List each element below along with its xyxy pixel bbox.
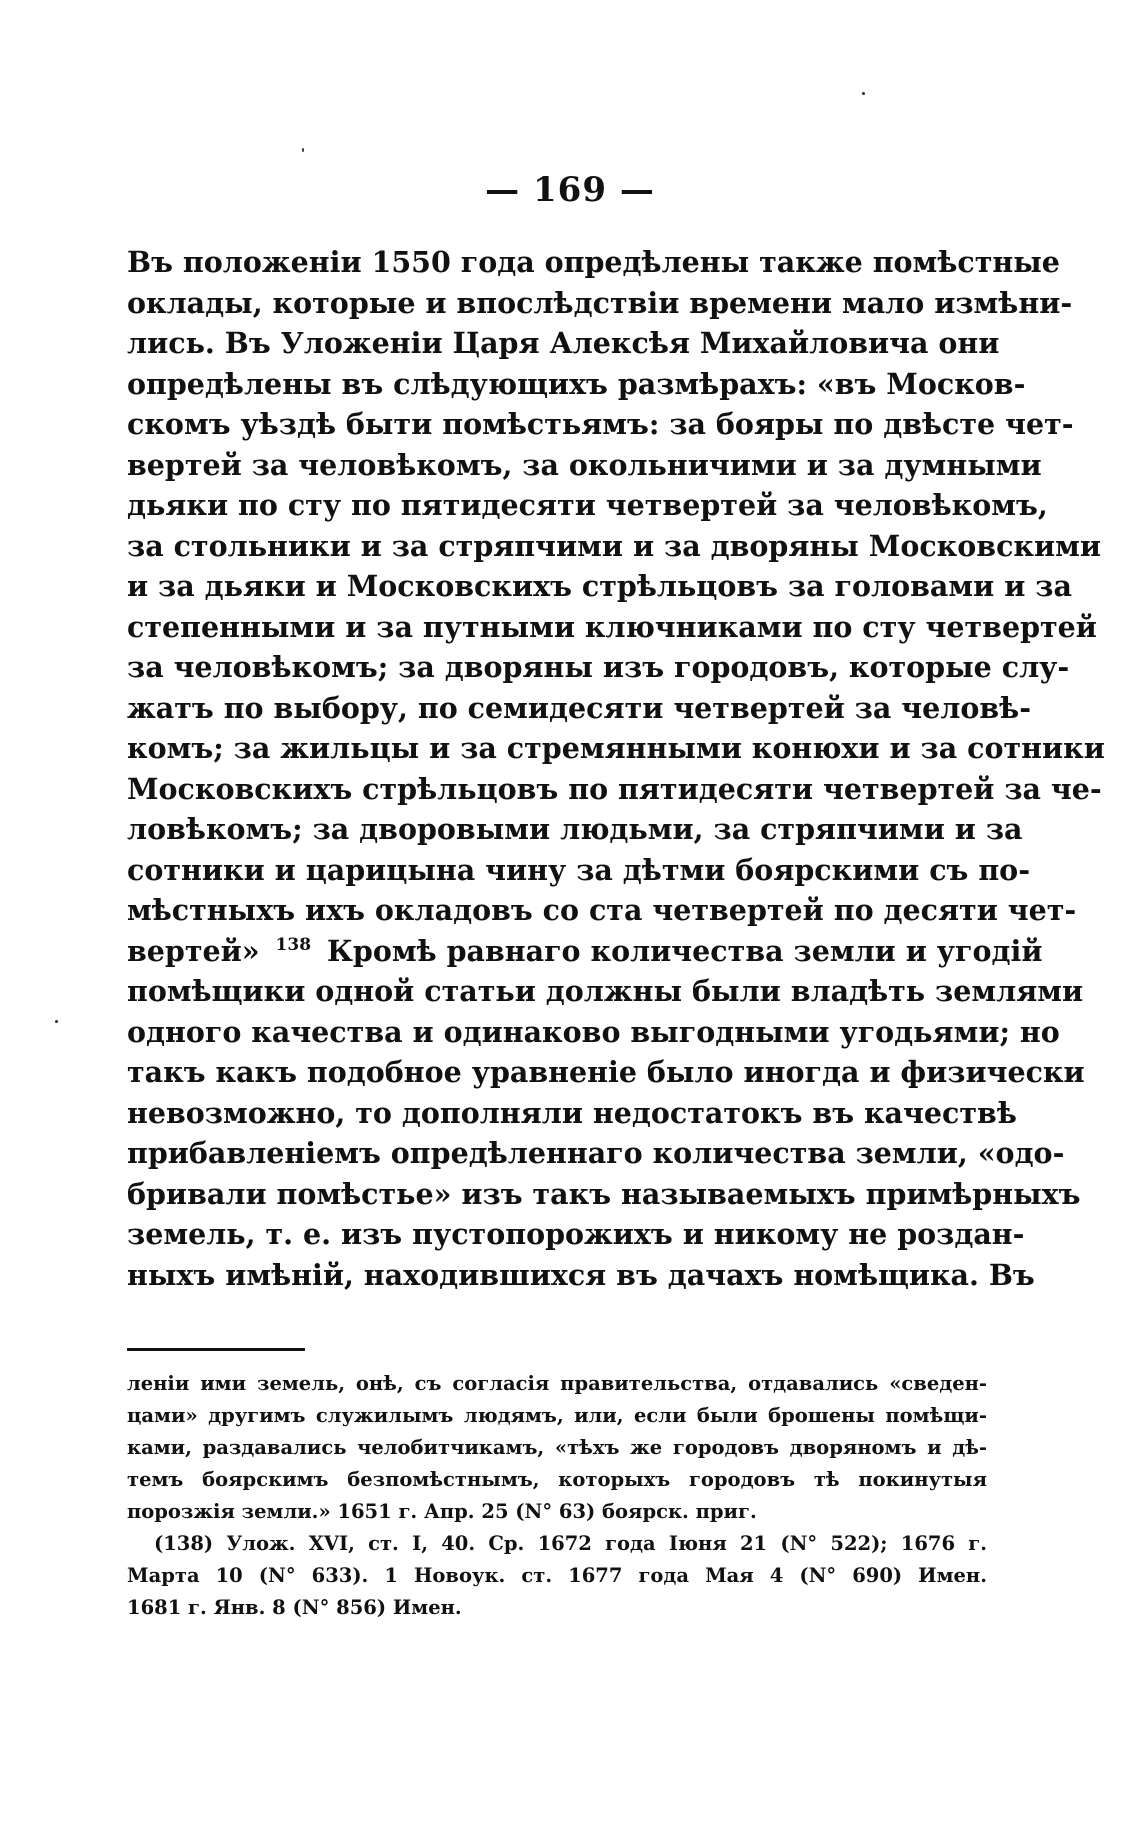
text-line: прибавленіемъ опредѣленнаго количества земли, «одо- [127, 1136, 1065, 1170]
text-line-with-footnote-ref [127, 931, 1043, 972]
footnote-line: ками, раздавались челобитчикамъ, «тѣхъ же городовъ дворяномъ и дѣ- [127, 1436, 987, 1459]
footnotes [127, 1368, 987, 1624]
text-line: невозможно, то дополняли недостатокъ въ качествѣ [127, 1095, 1017, 1130]
footnote-138-line: 1681 г. Янв. 8 (N° 856) Имен. [127, 1596, 462, 1619]
print-speck [302, 148, 304, 152]
footnote-divider [127, 1348, 305, 1351]
text-line: земель, т. е. изъ пустопорожихъ и никому не роздан- [127, 1217, 1025, 1251]
footnote-line: цами» другимъ служилымъ людямъ, или, если были брошены помѣщи- [127, 1404, 987, 1427]
text-fragment: вертей» [127, 933, 260, 968]
text-line: сотники и царицына чину за дѣтми боярскими съ по- [127, 852, 1031, 887]
text-line: и за дьяки и Московскихъ стрѣльцовъ за головами и за [127, 569, 1072, 603]
text-line: такъ какъ подобное уравненіе было иногда и физически [127, 1055, 1085, 1089]
page-number: — 169 — [485, 170, 655, 210]
text-line: Въ положеніи 1550 года опредѣлены также помѣстные [127, 245, 1060, 279]
text-line: ловѣкомъ; за дворовыми людьми, за стряпчими и за [127, 812, 1023, 846]
text-line: опредѣлены въ слѣдующихъ размѣрахъ: «въ Москов- [127, 366, 1026, 401]
text-line: мѣстныхъ ихъ окладовъ со ста четвертей по десяти чет- [127, 893, 1077, 927]
text-line: комъ; за жильцы и за стремянными конюхи и за сотники [127, 731, 1105, 765]
text-line: за человѣкомъ; за дворяны изъ городовъ, которые слу- [127, 650, 1070, 684]
text-line: ныхъ имѣній, находившихся въ дачахъ номѣщика. Въ [127, 1257, 1035, 1292]
footnote-line: темъ боярскимъ безпомѣстнымъ, которыхъ городовъ тѣ покинутыя [127, 1468, 987, 1491]
text-line: жатъ по выбору, по семидесяти четвертей за человѣ- [127, 690, 1032, 725]
footnote-line: леніи ими земель, онѣ, съ согласія правительства, отдавались «сведен- [127, 1372, 987, 1395]
footnote-138-line: Марта 10 (N° 633). 1 Новоук. ст. 1677 года Мая 4 (N° 690) Имен. [127, 1564, 987, 1587]
text-line: скомъ уѣздѣ быти помѣстьямъ: за бояры по двѣсте чет- [127, 407, 1074, 441]
footnote-reference-138[interactable]: 138 [275, 935, 312, 955]
print-speck [55, 1020, 58, 1023]
text-line: лись. Въ Уложеніи Царя Алексѣя Михайловича они [127, 326, 1000, 360]
main-text [127, 242, 1105, 1295]
print-speck [862, 92, 865, 95]
footnote-138-line: (138) Улож. XVI, ст. I, 40. Ср. 1672 года Іюня 21 (N° 522); 1676 г. [154, 1532, 987, 1555]
text-line: бривали помѣстье» изъ такъ называемыхъ примѣрныхъ [127, 1176, 1081, 1211]
footnote-line: порозжія земли.» 1651 г. Апр. 25 (N° 63) боярск. приг. [127, 1500, 757, 1523]
text-line: одного качества и одинаково выгодными угодьями; но [127, 1014, 1060, 1049]
text-line: Московскихъ стрѣльцовъ по пятидесяти четвертей за че- [127, 771, 1102, 806]
text-line: оклады, которые и впослѣдствіи времени мало измѣни- [127, 285, 1073, 320]
text-line: степенными и за путными ключниками по сту четвертей [127, 609, 1097, 644]
text-line: за стольники и за стряпчими и за дворяны Московскими [127, 528, 1102, 563]
text-line: помѣщики одной статьи должны были владѣть землями [127, 974, 1084, 1008]
text-line: дьяки по сту по пятидесяти четвертей за человѣкомъ, [127, 488, 1048, 522]
text-line: вертей за человѣкомъ, за окольничими и за думными [127, 447, 1042, 482]
text-fragment: Кромѣ равнаго количества земли и угодій [326, 933, 1043, 968]
